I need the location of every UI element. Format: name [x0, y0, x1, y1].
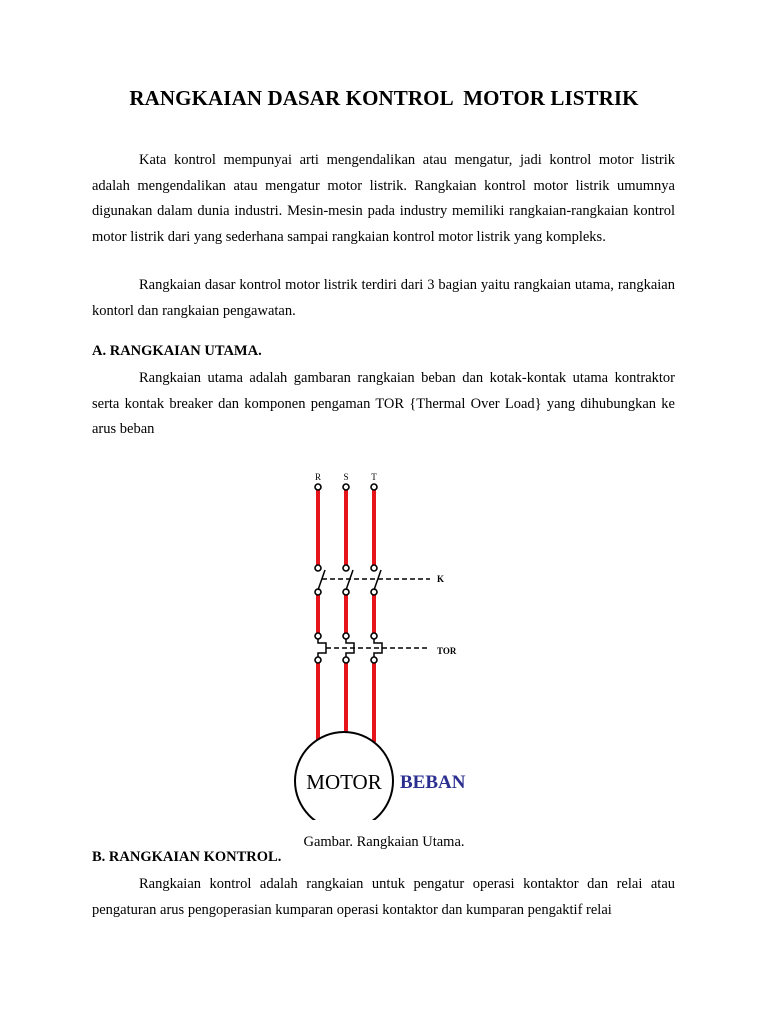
motor-label: MOTOR	[306, 770, 382, 794]
overload-label: TOR	[437, 646, 457, 656]
figure-caption: Gambar. Rangkaian Utama.	[303, 834, 465, 850]
main-circuit-diagram	[0, 460, 768, 820]
paragraph-rangkaian-kontrol: Rangkaian kontrol adalah rangkaian untuk pengatur operasi kontaktor dan relai atau pengaturan arus pengoperasian kumparan operasi kontaktor dan kumparan pengaktif relai	[92, 876, 675, 918]
phase-label-r: R	[314, 472, 322, 482]
contactor-label: K	[437, 574, 445, 584]
paragraph-parts: Rangkaian dasar kontrol motor listrik terdiri dari 3 bagian yaitu rangkaian utama, rangkaian kontorl dan rangkaian pengawatan.	[92, 277, 675, 319]
phase-wires	[318, 490, 374, 742]
paragraph-rangkaian-utama: Rangkaian utama adalah gambaran rangkaian beban dan kotak-kontak utama kontraktor serta kontak breaker dan komponen pengaman TOR {Thermal Over Load} yang dihubungkan ke arus beban	[92, 370, 675, 437]
heading-rangkaian-utama: A. RANGKAIAN UTAMA.	[92, 343, 262, 359]
page-title: RANGKAIAN DASAR KONTROL MOTOR LISTRIK	[129, 86, 639, 110]
heading-rangkaian-kontrol: B. RANGKAIAN KONTROL.	[92, 849, 282, 865]
phase-label-t: T	[371, 472, 377, 482]
phase-label-s: S	[343, 472, 349, 482]
overload-relay-elements	[318, 639, 430, 657]
contactor-switches	[318, 570, 430, 590]
paragraph-intro: Kata kontrol mempunyai arti mengendalikan atau mengatur, jadi kontrol motor listrik adalah mengendalikan atau mengatur motor listrik. Rangkaian kontrol motor listrik umumnya digunakan dalam dunia industri. Mesin-mesin pada industry memiliki rangkaian-rangkaian kontrol motor listrik dari yang sederhana sampai rangkaian kontrol motor listrik yang kompleks.	[92, 152, 675, 245]
load-label: BEBAN	[400, 772, 466, 793]
